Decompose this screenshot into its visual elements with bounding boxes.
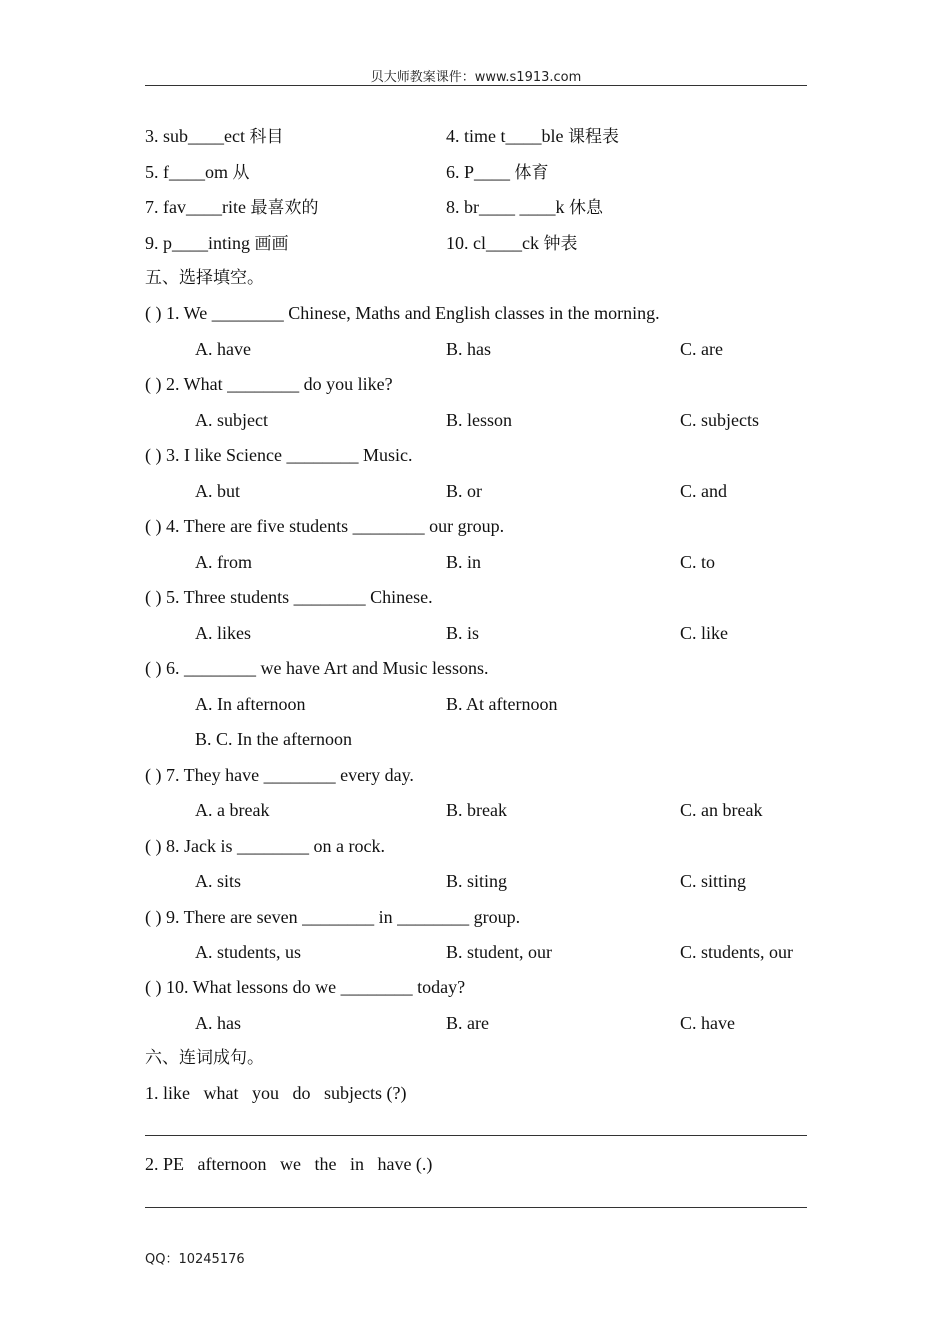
item-meaning: 休息 xyxy=(569,198,603,218)
option-b: B. At afternoon xyxy=(446,694,558,714)
question-stem: ( ) 5. Three students ________ Chinese. xyxy=(145,587,433,607)
option-a: A. subject xyxy=(195,410,268,430)
item-word: p____inting xyxy=(163,233,251,253)
question-stem: ( ) 7. They have ________ every day. xyxy=(145,765,414,785)
option-a: A. from xyxy=(195,552,252,572)
item-word: fav____rite xyxy=(163,197,246,217)
answer-line xyxy=(145,1135,807,1136)
question-stem: ( ) 9. There are seven ________ in ________ group. xyxy=(145,907,521,927)
item-word: P____ xyxy=(464,162,511,182)
option-b: B. siting xyxy=(446,871,508,891)
option-a: A. likes xyxy=(195,623,251,643)
option-b: B. or xyxy=(446,481,482,501)
item-meaning: 从 xyxy=(232,163,250,183)
item-word: time t____ble xyxy=(464,126,564,146)
item-meaning: 画画 xyxy=(254,234,289,254)
spelling-item xyxy=(145,161,250,184)
sentence-item: 1. like what you do subjects (?) xyxy=(145,1083,407,1103)
option-c: C. like xyxy=(680,623,728,643)
option-c: C. to xyxy=(680,552,716,572)
section-title: 五、选择填空。 xyxy=(145,268,264,288)
option-c: C. are xyxy=(680,339,723,359)
option-a: A. sits xyxy=(195,871,242,891)
spelling-item xyxy=(145,125,283,148)
option-c: C. have xyxy=(680,1013,735,1033)
header-rule xyxy=(145,85,807,86)
spelling-item xyxy=(446,125,619,148)
option-a: A. have xyxy=(195,339,251,359)
question-stem: ( ) 2. What ________ do you like? xyxy=(145,374,393,394)
question-stem: ( ) 10. What lessons do we ________ today? xyxy=(145,977,466,997)
sentence-item: 2. PE afternoon we the in have (.) xyxy=(145,1154,433,1174)
option-b: B. are xyxy=(446,1013,489,1033)
spelling-item xyxy=(145,196,318,219)
item-meaning: 课程表 xyxy=(567,127,619,147)
question-stem: ( ) 4. There are five students ________ our group. xyxy=(145,516,505,536)
option-a: A. a break xyxy=(195,800,270,820)
option-c: C. and xyxy=(680,481,727,501)
item-meaning: 钟表 xyxy=(543,234,578,254)
item-word: cl____ck xyxy=(473,233,539,253)
option-b: B. is xyxy=(446,623,480,643)
item-word: f____om xyxy=(163,162,228,182)
item-number: 10. xyxy=(446,233,469,253)
spelling-item xyxy=(446,196,603,219)
page-header: 贝大师教案课件：www.s1913.com xyxy=(370,70,582,85)
page-footer: QQ：10245176 xyxy=(145,1252,245,1267)
option-c: C. an break xyxy=(680,800,763,820)
question-stem: ( ) 6. ________ we have Art and Music lessons. xyxy=(145,658,489,678)
option-a: A. students, us xyxy=(195,942,302,962)
option-b: B. has xyxy=(446,339,491,359)
item-number: 5. xyxy=(145,162,159,182)
option-c: C. students, our xyxy=(680,942,794,962)
spelling-item xyxy=(145,232,289,255)
option-b: B. in xyxy=(446,552,482,572)
answer-line xyxy=(145,1207,807,1208)
question-stem: ( ) 1. We ________ Chinese, Maths and English classes in the morning. xyxy=(145,303,660,323)
option-c: C. sitting xyxy=(680,871,747,891)
question-stem: ( ) 3. I like Science ________ Music. xyxy=(145,445,413,465)
option-b: B. lesson xyxy=(446,410,513,430)
spelling-item xyxy=(446,232,577,255)
item-number: 4. xyxy=(446,126,460,146)
item-word: sub____ect xyxy=(163,126,245,146)
question-stem: ( ) 8. Jack is ________ on a rock. xyxy=(145,836,385,856)
item-number: 8. xyxy=(446,197,460,217)
item-number: 7. xyxy=(145,197,159,217)
section-title: 六、连词成句。 xyxy=(145,1048,264,1068)
option-c: B. C. In the afternoon xyxy=(195,729,352,749)
item-number: 9. xyxy=(145,233,159,253)
item-meaning: 最喜欢的 xyxy=(250,198,319,218)
option-a: A. has xyxy=(195,1013,241,1033)
item-word: br____ ____k xyxy=(464,197,565,217)
option-a: A. In afternoon xyxy=(195,694,306,714)
option-b: B. break xyxy=(446,800,507,820)
item-meaning: 体育 xyxy=(514,163,549,183)
option-a: A. but xyxy=(195,481,240,501)
item-meaning: 科目 xyxy=(249,127,284,147)
item-number: 6. xyxy=(446,162,460,182)
item-number: 3. xyxy=(145,126,159,146)
option-b: B. student, our xyxy=(446,942,552,962)
spelling-item xyxy=(446,161,549,184)
option-c: C. subjects xyxy=(680,410,759,430)
